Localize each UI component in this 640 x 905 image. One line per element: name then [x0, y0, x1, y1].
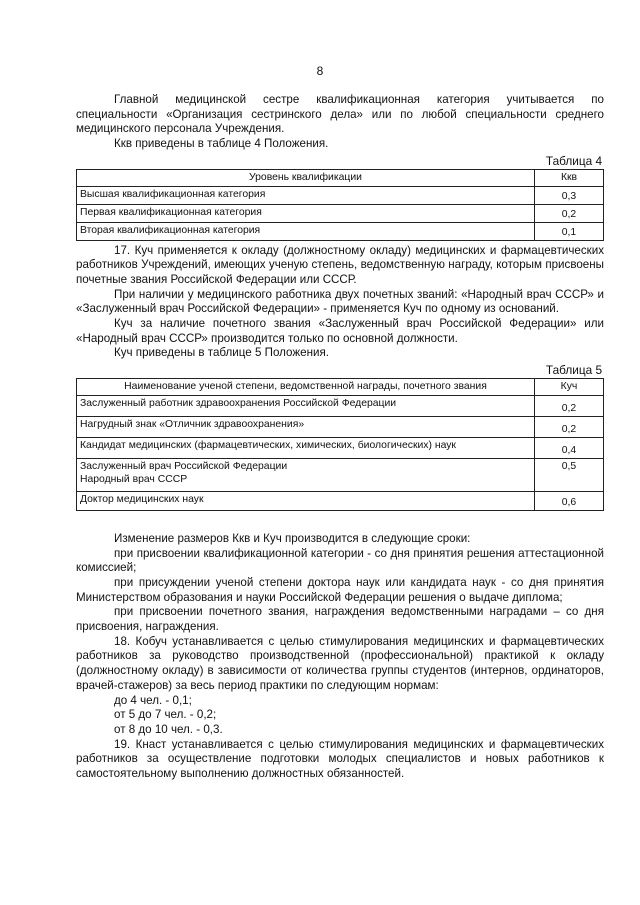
table5-row-label [77, 458, 535, 491]
section17-paragraph-3: Куч за наличие почетного звания «Заслуженный врач Российской Федерации» или «Народный врач СССР» производится только по основной должности. [76, 317, 604, 345]
table4-row-value: 0,3 [535, 186, 604, 204]
section17-paragraph-4: Куч приведены в таблице 5 Положения. [114, 346, 329, 360]
table-row [77, 204, 604, 222]
list-item: от 8 до 10 чел. - 0,3. [114, 722, 223, 736]
table5-row-value: 0,4 [535, 437, 604, 458]
table5-row-label: Нагрудный знак «Отличник здравоохранения» [77, 416, 535, 437]
list-item: до 4 чел. - 0,1; [114, 693, 192, 707]
table4-row-label: Высшая квалификационная категория [77, 186, 535, 204]
table-row [77, 186, 604, 204]
intro-paragraph-1: Главной медицинской сестре квалификационная категория учитывается по специальности «Организация сестринского дела» или по любой специальности среднего медицинского персонала Учреждения. [76, 93, 604, 136]
table5-caption: Таблица 5 [545, 363, 602, 378]
table4-row-label: Вторая квалификационная категория [77, 222, 535, 240]
section19-paragraph-1: 19. Кнаст устанавливается с целью стимулирования медицинских и фармацевтических работников за осуществление подготовки молодых специалистов и новых работников к самостоятельному выполнению должностных обязанностей. [76, 737, 604, 781]
table4-row-value: 0,2 [535, 204, 604, 222]
table5-header-row [77, 378, 604, 395]
document-body [76, 93, 604, 782]
spacer [76, 514, 604, 532]
table5-row-label: Доктор медицинских наук [77, 491, 535, 510]
table5-row-value: 0,2 [535, 416, 604, 437]
list-item: от 5 до 7 чел. - 0,2; [114, 708, 217, 722]
table5-row-label: Заслуженный работник здравоохранения Российской Федерации [77, 395, 535, 416]
changes-paragraph-3: при присуждении ученой степени доктора наук или кандидата наук - со дня принятия Министерством образования и науки Российской Федерации решения о выдаче диплома; [76, 575, 604, 604]
section18-paragraph-1: 18. Кобуч устанавливается с целью стимулирования медицинских и фармацевтических работников за руководство производственной (профессиональной) практикой к окладу (должностному окладу) в зависимости от количества группы студентов (интернов, ординаторов, врачей-стажеров) за весь период практики по следующим нормам: [76, 634, 604, 692]
table4-caption: Таблица 4 [545, 153, 602, 168]
table-row [77, 491, 604, 510]
table4-row-label: Первая квалификационная категория [77, 204, 535, 222]
changes-paragraph-1: Изменение размеров Ккв и Куч производится в следующие сроки: [114, 531, 471, 545]
table4 [76, 169, 604, 241]
table5-header-name: Наименование ученой степени, ведомственной награды, почетного звания [77, 378, 535, 395]
table4-row-value: 0,1 [535, 222, 604, 240]
table-row [77, 395, 604, 416]
changes-paragraph-2: при присвоении квалификационной категории - со дня принятия решения аттестационной комиссией; [76, 546, 604, 575]
table4-header-level: Уровень квалификации [77, 169, 535, 186]
table5-row-value: 0,5 [535, 458, 604, 491]
changes-paragraph-4: при присвоении почетного звания, награждения ведомственными наградами – со дня присвоения, награждения. [76, 605, 604, 634]
table4-header-coef: Ккв [535, 169, 604, 186]
table5-header-coef: Куч [535, 378, 604, 395]
table5 [76, 378, 604, 511]
table5-row-label-line2: Народный врач СССР [80, 473, 188, 485]
section17-paragraph-2: При наличии у медицинского работника двух почетных званий: «Народный врач СССР» и «Заслуженный врач Российской Федерации» - применяется Куч по одному из оснований. [76, 287, 604, 316]
section17-paragraph-1: 17. Куч применяется к окладу (должностному окладу) медицинских и фармацевтических работников Учреждений, имеющих ученую степень, ведомственную награду, которым присвоены почетные звания Российской Федерации или СССР. [76, 243, 604, 286]
page-number: 8 [316, 64, 324, 78]
table5-row-value: 0,2 [535, 395, 604, 416]
table4-header-row [77, 169, 604, 186]
table-row [77, 437, 604, 458]
table-row [77, 458, 604, 491]
table5-row-value: 0,6 [535, 491, 604, 510]
table-row [77, 416, 604, 437]
intro-paragraph-2: Ккв приведены в таблице 4 Положения. [114, 137, 329, 151]
table5-row-label: Кандидат медицинских (фармацевтических, химических, биологических) наук [77, 437, 535, 458]
table5-row-label-line1: Заслуженный врач Российской Федерации [80, 460, 288, 472]
table-row [77, 222, 604, 240]
